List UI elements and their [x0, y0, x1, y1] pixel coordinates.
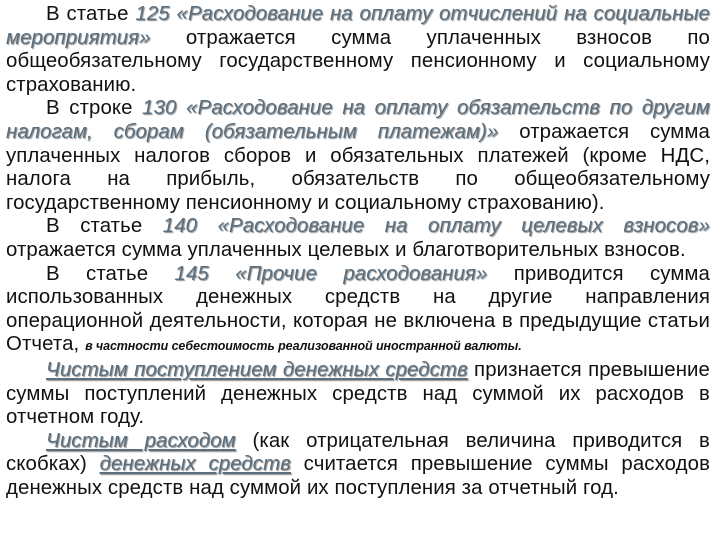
paragraph-body: приводится сумма использованных денежных средств на другие направления операционной деятельности, которая не включена в предыдущие статьи Отчета, — [6, 262, 710, 356]
article-145-term: 145 «Прочие расходования» — [174, 262, 488, 285]
paragraph-middle: (как отрицательная величина приводится в скобках) — [6, 429, 710, 476]
paragraph-body: отражается сумма уплаченных целевых и благотворительных взносов. — [6, 238, 686, 261]
line-130-term: 130 «Расходование на оплату обязательств по другим налогам, сборам (обязательным платежам)» — [6, 97, 710, 143]
article-125-term: 125 «Расходование на оплату отчислений на социальные мероприятия» — [6, 3, 710, 49]
paragraph-net-outflow — [6, 430, 710, 501]
paragraph-article-125 — [6, 3, 710, 97]
paragraph-body: отражается сумма уплаченных налогов сборов и обязательных платежей (кроме НДС, налога на прибыль, обязательств по общеобязательному государственному пенсионному и социальному страхованию). — [6, 120, 710, 214]
paragraph-body: считается превышение суммы расходов денежных средств над суммой их поступления за отчетный год. — [6, 453, 710, 499]
net-inflow-term: Чистым поступлением денежных средств — [46, 358, 468, 381]
paragraph-body: признается превышение суммы поступлений денежных средств над суммой их расходов в отчетном году. — [6, 358, 710, 429]
net-outflow-term: Чистым расходом — [46, 429, 236, 452]
paragraph-article-145 — [6, 263, 710, 359]
paragraph-note: в частности себестоимость реализованной иностранной валюты. — [85, 339, 522, 354]
paragraph-lead: В строке — [46, 97, 143, 120]
paragraph-line-130 — [6, 97, 710, 215]
paragraph-body: отражается сумма уплаченных взносов по общеобязательному государственному пенсионному и социальному страхованию. — [6, 26, 710, 96]
paragraph-lead: В статье — [46, 3, 136, 25]
paragraph-lead: В статье — [46, 215, 163, 238]
article-140-term: 140 «Расходование на оплату целевых взносов» — [162, 215, 710, 238]
paragraph-net-inflow — [6, 359, 710, 430]
cash-funds-term: денежных средств — [99, 453, 291, 476]
paragraph-article-140 — [6, 215, 710, 262]
paragraph-lead: В статье — [46, 262, 175, 285]
